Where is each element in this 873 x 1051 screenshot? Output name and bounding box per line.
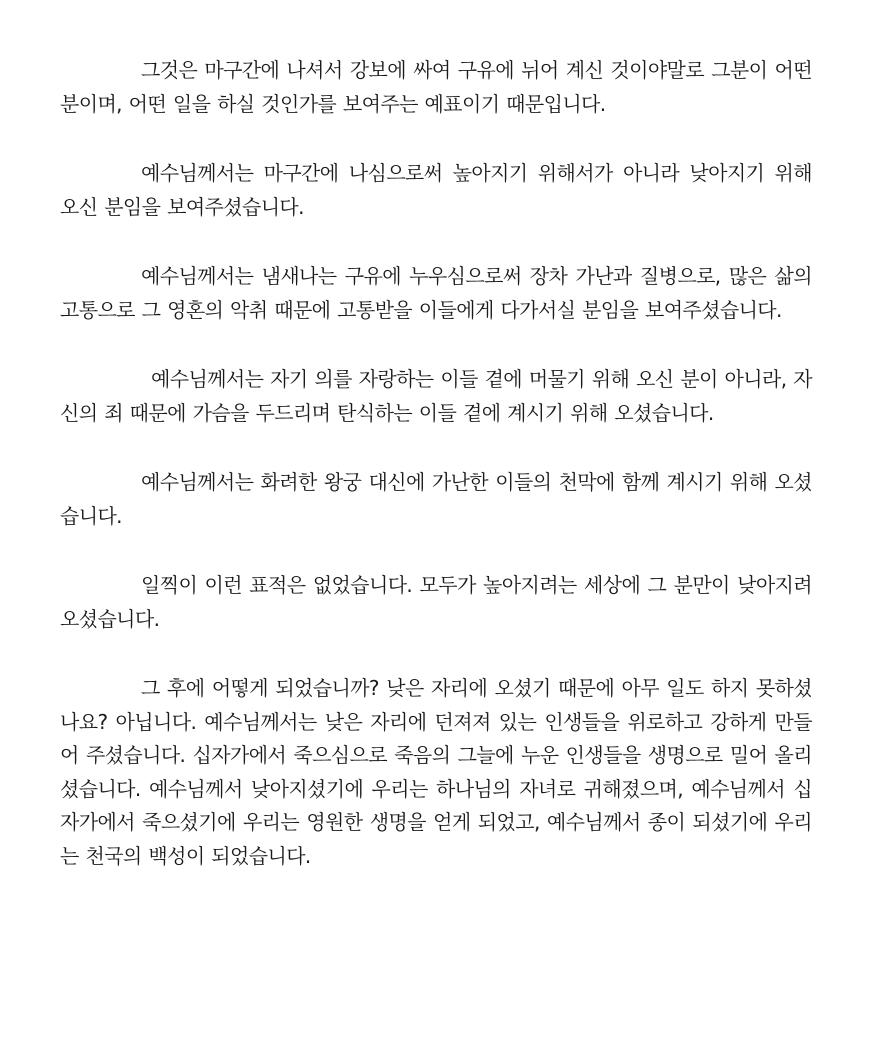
paragraph-2: 예수님께서는 마구간에 나심으로써 높아지기 위해서가 아니라 낮아지기 위해 오신 분임을 보여주셨습니다. [60, 161, 812, 219]
paragraph-6: 일찍이 이런 표적은 없었습니다. 모두가 높아지려는 세상에 그 분만이 낮아지려 오셨습니다. [60, 573, 812, 631]
paragraph-3: 예수님께서는 냄새나는 구유에 누우심으로써 장차 가난과 질병으로, 많은 삶의 고통으로 그 영혼의 악취 때문에 고통받을 이들에게 다가서실 분임을 보여주셨습니다. [60, 264, 812, 322]
document-body [60, 54, 812, 909]
paragraph-1: 그것은 마구간에 나셔서 강보에 싸여 구유에 뉘어 계신 것이야말로 그분이 어떤 분이며, 어떤 일을 하실 것인가를 보여주는 예표이기 때문입니다. [60, 58, 812, 116]
paragraph-4: 예수님께서는 자기 의를 자랑하는 이들 곁에 머물기 위해 오신 분이 아니라, 자신의 죄 때문에 가슴을 두드리며 탄식하는 이들 곁에 계시기 위해 오셨습니다. [60, 367, 812, 425]
paragraph-5: 예수님께서는 화려한 왕궁 대신에 가난한 이들의 천막에 함께 계시기 위해 오셨습니다. [60, 470, 812, 528]
paragraph-7: 그 후에 어떻게 되었습니까? 낮은 자리에 오셨기 때문에 아무 일도 하지 못하셨나요? 아닙니다. 예수님께서는 낮은 자리에 던져져 있는 인생들을 위로하고 강하게 만들어 주셨습니다. 십자가에서 죽으심으로 죽음의 그늘에 누운 인생들을 생명으로 밀어 올리셨습니다. 예수님께서 낮아지셨기에 우리는 하나님의 자녀로 귀해졌으며, 예수님께서 십자가에서 죽으셨기에 우리는 영원한 생명을 얻게 되었고, 예수님께서 종이 되셨기에 우리는 천국의 백성이 되었습니다. [60, 676, 812, 868]
